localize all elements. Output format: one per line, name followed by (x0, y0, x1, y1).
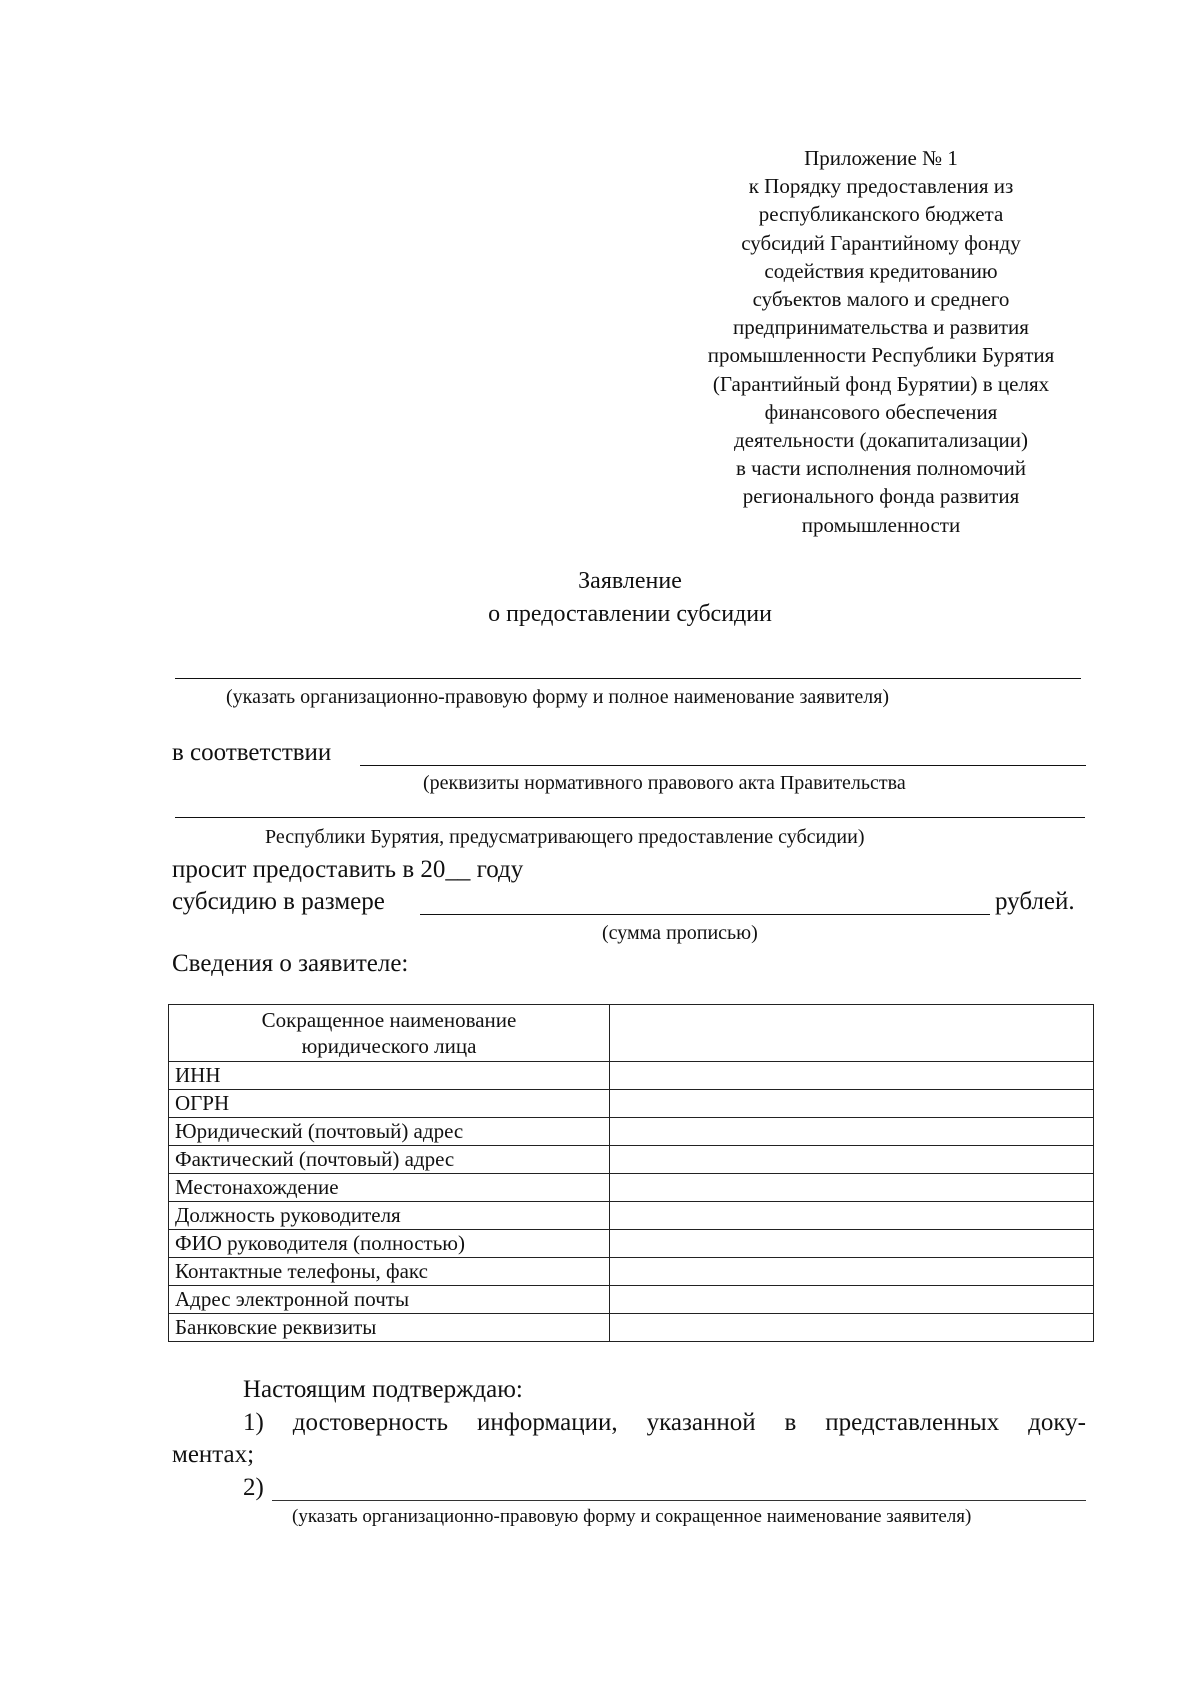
annex-line: деятельности (докапитализации) (733, 428, 1029, 453)
annex-line: промышленности Республики Бурятия (707, 343, 1055, 368)
table-cell-label: Юридический (почтовый) адрес (169, 1118, 610, 1146)
annex-line: субсидий Гарантийному фонду (741, 230, 1021, 255)
table-cell-label: ФИО руководителя (полностью) (169, 1230, 610, 1258)
subsidy-amount-field[interactable] (420, 914, 990, 915)
table-cell-label (169, 1005, 610, 1062)
applicant-short-name-field[interactable] (272, 1500, 1086, 1501)
annex-line: Приложение № 1 (804, 146, 958, 170)
table-cell-value[interactable] (610, 1174, 1094, 1202)
table-cell-label: Должность руководителя (169, 1202, 610, 1230)
annex-line: финансового обеспечения (764, 399, 998, 424)
table-cell-label-line: юридического лица (301, 1034, 477, 1058)
legal-act-hint-1: (реквизиты нормативного правового акта Правительства (423, 772, 906, 794)
table-cell-value[interactable] (610, 1090, 1094, 1118)
confirm-item-1: 1) достоверность информации, указанной в представленных доку- (243, 1409, 1086, 1436)
table-cell-label: Адрес электронной почты (169, 1286, 610, 1314)
confirm-heading: Настоящим подтверждаю: (243, 1376, 523, 1403)
annex-line: промышленности (801, 512, 961, 537)
table-row (169, 1314, 1094, 1342)
applicant-name-hint: (указать организационно-правовую форму и полное наименование заявителя) (226, 686, 890, 708)
annex-header (676, 144, 1086, 539)
table-row (169, 1174, 1094, 1202)
confirm-item-2-number: 2) (243, 1474, 264, 1501)
annex-line: к Порядку предоставления из (748, 174, 1014, 199)
table-row (169, 1146, 1094, 1174)
table-cell-label: Фактический (почтовый) адрес (169, 1146, 610, 1174)
applicant-short-name-hint: (указать организационно-правовую форму и сокращенное наименование заявителя) (292, 1506, 972, 1527)
annex-line: субъектов малого и среднего (752, 287, 1010, 312)
request-amount-label: субсидию в размере (172, 888, 385, 915)
table-cell-value[interactable] (610, 1314, 1094, 1342)
table-cell-value[interactable] (610, 1258, 1094, 1286)
table-cell-label: Местонахождение (169, 1174, 610, 1202)
applicant-name-field[interactable] (175, 678, 1081, 679)
legal-act-field-2[interactable] (175, 817, 1085, 818)
table-cell-value[interactable] (610, 1202, 1094, 1230)
amount-hint: (сумма прописью) (602, 922, 758, 944)
table-cell-label-line: Сокращенное наименование (261, 1008, 517, 1032)
accordance-label: в соответствии (172, 739, 332, 766)
request-amount-unit: рублей. (995, 888, 1075, 915)
table-cell-value[interactable] (610, 1230, 1094, 1258)
table-cell-value[interactable] (610, 1286, 1094, 1314)
table-cell-label: Банковские реквизиты (169, 1314, 610, 1342)
legal-act-field-1[interactable] (360, 765, 1086, 766)
annex-line: в части исполнения полномочий (735, 456, 1027, 481)
table-cell-label: Контактные телефоны, факс (169, 1258, 610, 1286)
document-subtitle: о предоставлении субсидии (488, 601, 772, 627)
table-cell-label: ОГРН (169, 1090, 610, 1118)
table-row (169, 1202, 1094, 1230)
confirm-item-1-continued: ментах; (172, 1441, 255, 1468)
applicant-info-table (168, 1004, 1094, 1342)
table-row (169, 1286, 1094, 1314)
table-row (169, 1230, 1094, 1258)
table-cell-value[interactable] (610, 1146, 1094, 1174)
table-row (169, 1118, 1094, 1146)
table-row (169, 1258, 1094, 1286)
annex-line: республиканского бюджета (758, 202, 1004, 227)
annex-line: содействия кредитованию (764, 258, 998, 283)
annex-line: предпринимательства и развития (733, 315, 1029, 340)
table-row (169, 1062, 1094, 1090)
table-cell-value[interactable] (610, 1005, 1094, 1062)
applicant-info-heading: Сведения о заявителе: (172, 950, 409, 977)
table-cell-value[interactable] (610, 1118, 1094, 1146)
annex-line: регионального фонда развития (742, 484, 1020, 509)
legal-act-hint-2: Республики Бурятия, предусматривающего предоставление субсидии) (265, 826, 865, 848)
table-row (169, 1005, 1094, 1062)
document-title: Заявление (578, 568, 682, 594)
request-year-text: просит предоставить в 20__ году (172, 856, 524, 883)
table-cell-value[interactable] (610, 1062, 1094, 1090)
annex-line: (Гарантийный фонд Бурятии) в целях (712, 371, 1050, 396)
table-row (169, 1090, 1094, 1118)
table-cell-label: ИНН (169, 1062, 610, 1090)
